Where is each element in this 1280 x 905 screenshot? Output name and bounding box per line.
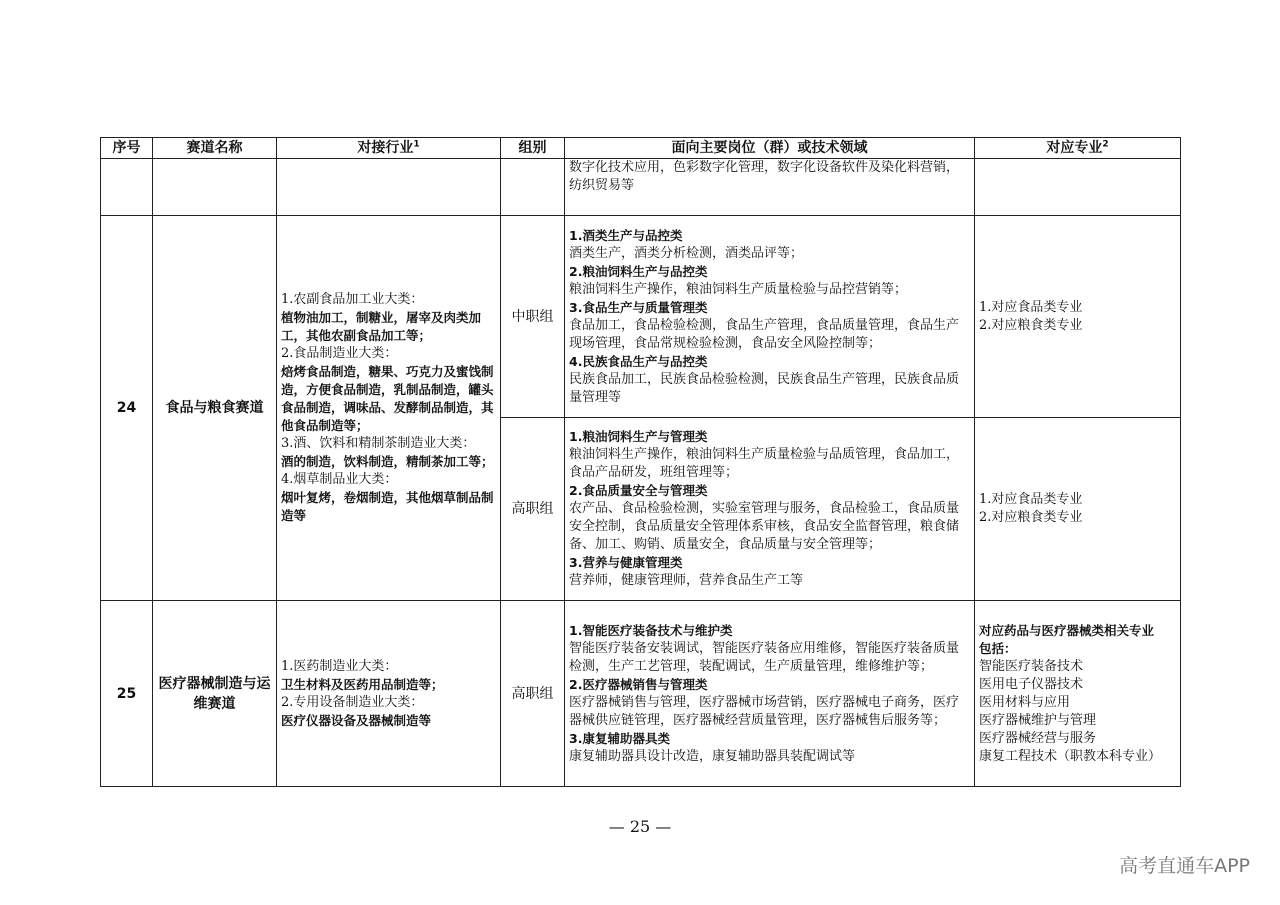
text-line: 2.粮油饲料生产与品控类 xyxy=(569,263,708,279)
header-majors: 对应专业$^2$ xyxy=(975,138,1181,159)
text-line: 2.专用设备制造业大类： xyxy=(281,694,424,710)
text-line: 3.食品生产与质量管理类 xyxy=(569,299,708,315)
text-line: 对应药品与医疗器械类相关专业 xyxy=(979,622,1155,638)
row-24-track-name: 食品与粮食赛道 xyxy=(153,216,277,601)
row-24-group-higher: 高职组 xyxy=(501,418,565,601)
header-industry: 对接行业$^1$ xyxy=(277,138,501,159)
text-line: 智能医疗装备技术 xyxy=(979,658,1084,674)
page-number: — 25 — xyxy=(608,817,672,836)
row-24-positions-middle xyxy=(565,216,975,418)
text-line: 康复辅助器具设计改造，康复辅助器具装配调试等 xyxy=(569,748,856,764)
row-24-positions-higher xyxy=(565,418,975,601)
text-line: 4.烟草制品业大类： xyxy=(281,472,398,487)
row-25-majors xyxy=(975,601,1181,787)
header-row xyxy=(101,138,1181,159)
text-line: 4.民族食品生产与品控类 xyxy=(569,353,708,369)
text-line: 焙烤食品制造，糖果、巧克力及蜜饯制造，方便食品制造，乳制品制造，罐头食品制造，调味品、发酵制品制造，其他食品制造等； xyxy=(281,364,494,433)
text-line: 智能医疗装备安装调试，智能医疗装备应用维修，智能医疗装备质量检测，生产工艺管理，装配调试，生产质量管理，维修维护等； xyxy=(569,640,960,674)
text-line: 1.对应食品类专业 xyxy=(979,492,1083,507)
text-line: 1.智能医疗装备技术与维护类 xyxy=(569,622,733,638)
text-line: 粮油饲料生产操作，粮油饲料生产质量检验与品控营销等； xyxy=(569,281,908,297)
text-line: 2.食品制造业大类： xyxy=(281,346,398,361)
text-line: 酒类生产，酒类分析检测，酒类品评等； xyxy=(569,245,804,261)
text-line: 粮油饲料生产操作，粮油饲料生产质量检验与品质管理，食品加工，食品产品研发，班组管理等； xyxy=(569,447,960,480)
text-line: 医疗器械经营与服务 xyxy=(979,730,1097,746)
text-line: 包括： xyxy=(979,640,1017,656)
text-line: 2.对应粮食类专业 xyxy=(979,510,1083,525)
cont-industry xyxy=(277,159,501,216)
text-line: 3.营养与健康管理类 xyxy=(569,555,683,570)
row-25 xyxy=(101,601,1181,787)
row-25-group: 高职组 xyxy=(501,601,565,787)
watermark: 高考直通车APP xyxy=(1119,855,1250,877)
row-24-majors-higher xyxy=(975,418,1181,601)
text-line: 2.医疗器械销售与管理类 xyxy=(569,676,708,692)
header-group: 组别 xyxy=(501,138,565,159)
row-24-number: 24 xyxy=(101,216,153,601)
text-line: 营养师，健康管理师，营养食品生产工等 xyxy=(569,573,804,588)
text-line: 2.食品质量安全与管理类 xyxy=(569,483,708,498)
text-line: 医疗器械销售与管理，医疗器械市场营销，医疗器械电子商务，医疗器械供应链管理，医疗器械经营质量管理，医疗器械售后服务等； xyxy=(569,694,960,728)
row-25-track-name: 医疗器械制造与运维赛道 xyxy=(153,601,277,787)
text-line: 医疗器械维护与管理 xyxy=(979,712,1097,728)
row-25-number: 25 xyxy=(101,601,153,787)
text-line: 1.农副食品加工业大类： xyxy=(281,292,424,307)
text-line: 医用材料与应用 xyxy=(979,694,1071,710)
text-line: 1.粮油饲料生产与管理类 xyxy=(569,429,708,444)
cont-no xyxy=(101,159,153,216)
row-25-industry xyxy=(277,601,501,787)
text-line: 民族食品加工，民族食品检验检测，民族食品生产管理，民族食品质量管理等 xyxy=(569,371,960,405)
header-track: 赛道名称 xyxy=(153,138,277,159)
row-24-middle xyxy=(101,216,1181,418)
text-line: 2.对应粮食类专业 xyxy=(979,317,1083,333)
cont-track xyxy=(153,159,277,216)
cont-positions: 数字化技术应用，色彩数字化管理，数字化设备软件及染化料营销，纺织贸易等 xyxy=(565,159,975,216)
competition-table xyxy=(100,137,1181,787)
row-24-industry xyxy=(277,216,501,601)
header-no: 序号 xyxy=(101,138,153,159)
text-line: 1.医药制造业大类： xyxy=(281,658,398,674)
text-line: 3.康复辅助器具类 xyxy=(569,730,670,746)
text-line: 1.对应食品类专业 xyxy=(979,299,1083,315)
text-line: 卫生材料及医药用品制造等； xyxy=(281,676,444,692)
row-24-group-middle: 中职组 xyxy=(501,216,565,418)
text-line: 1.酒类生产与品控类 xyxy=(569,227,683,243)
continuation-row xyxy=(101,159,1181,216)
cont-group xyxy=(501,159,565,216)
text-line: 医用电子仪器技术 xyxy=(979,676,1084,692)
header-positions: 面向主要岗位（群）或技术领域 xyxy=(565,138,975,159)
text-line: 食品加工，食品检验检测，食品生产管理，食品质量管理，食品生产现场管理，食品常规检验检测，食品安全风险控制等； xyxy=(569,317,960,351)
text-line: 酒的制造，饮料制造，精制茶加工等； xyxy=(281,454,494,469)
text-line: 医疗仪器设备及器械制造等 xyxy=(281,712,432,728)
text-line: 3.酒、饮料和精制茶制造业大类： xyxy=(281,436,476,451)
text-line: 烟叶复烤，卷烟制造，其他烟草制品制造等 xyxy=(281,490,494,523)
row-24-majors-middle xyxy=(975,216,1181,418)
text-line: 康复工程技术（职教本科专业） xyxy=(979,748,1162,764)
cont-majors xyxy=(975,159,1181,216)
text-line: 植物油加工，制糖业，屠宰及肉类加工，其他农副食品加工等； xyxy=(281,310,482,343)
text-line: 农产品、食品检验检测，实验室管理与服务，食品检验工，食品质量安全控制，食品质量安全管理体系审核，食品安全监督管理，粮食储备、加工、购销、质量安全，食品质量与安全管理等； xyxy=(569,501,960,552)
row-25-positions xyxy=(565,601,975,787)
